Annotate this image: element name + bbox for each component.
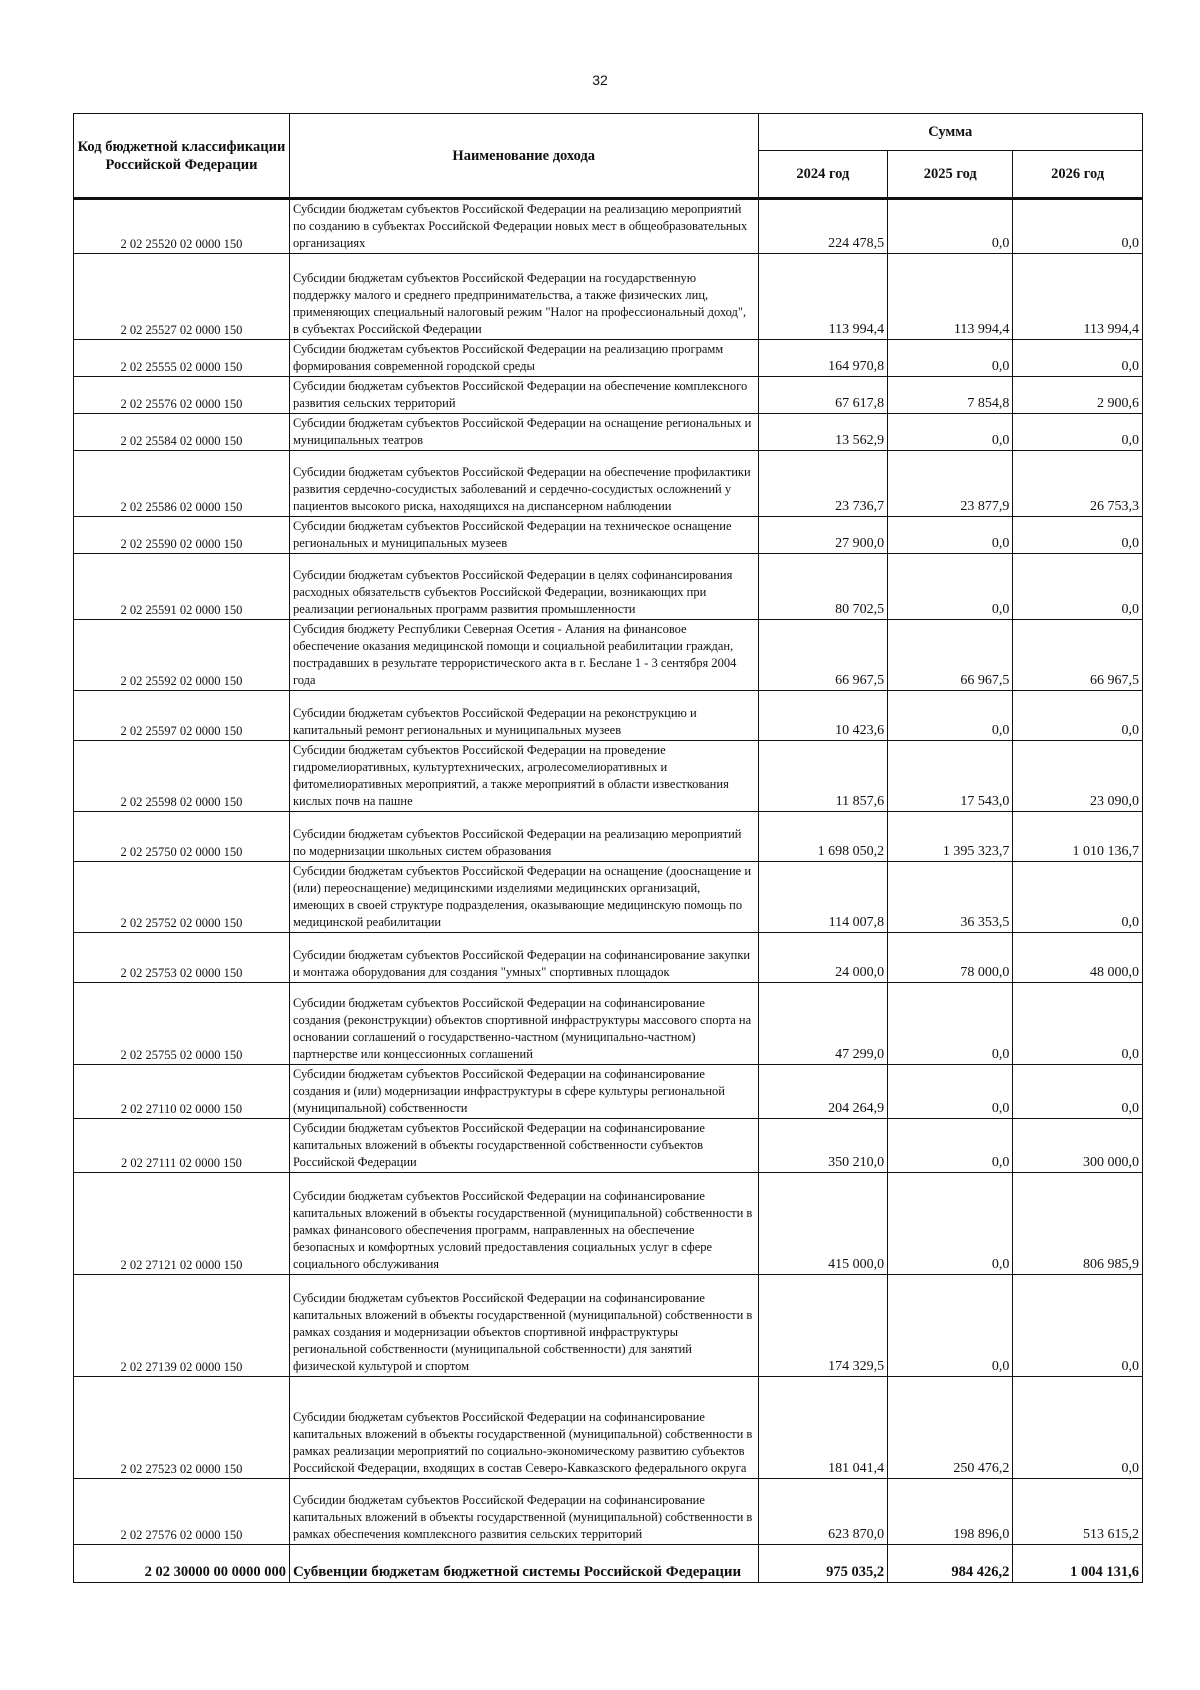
value-2024-cell: 174 329,5	[758, 1275, 888, 1377]
table-row	[74, 1479, 1143, 1545]
name-cell: Субсидии бюджетам субъектов Российской Федерации на обеспечение комплексного развития сельских территорий	[289, 377, 758, 414]
value-2025-cell: 0,0	[888, 983, 1013, 1065]
value-2026-cell: 0,0	[1013, 414, 1143, 451]
value-2026-cell: 2 900,6	[1013, 377, 1143, 414]
value-2025-cell: 7 854,8	[888, 377, 1013, 414]
code-cell: 2 02 25527 02 0000 150	[74, 254, 290, 340]
value-2025-cell: 0,0	[888, 1065, 1013, 1119]
table-row	[74, 620, 1143, 691]
value-2025-cell: 17 543,0	[888, 741, 1013, 812]
table-body	[74, 199, 1143, 1583]
code-cell: 2 02 27111 02 0000 150	[74, 1119, 290, 1173]
table-row	[74, 983, 1143, 1065]
value-2026-cell: 513 615,2	[1013, 1479, 1143, 1545]
name-cell: Субсидии бюджетам субъектов Российской Федерации на софинансирование капитальных вложений в объекты государственной (муниципальной) собственности в рамках реализации мероприятий по социально-экономическому развитию субъектов Российской Федерации, входящих в состав Северо-Кавказского федерального округа	[289, 1377, 758, 1479]
code-cell: 2 02 27576 02 0000 150	[74, 1479, 290, 1545]
table-row	[74, 451, 1143, 517]
code-cell: 2 02 25750 02 0000 150	[74, 812, 290, 862]
name-cell: Субвенции бюджетам бюджетной системы Российской Федерации	[289, 1545, 758, 1583]
name-cell: Субсидии бюджетам субъектов Российской Федерации на техническое оснащение региональных и муниципальных музеев	[289, 517, 758, 554]
revenue-table	[73, 113, 1143, 1583]
value-2025-cell: 78 000,0	[888, 933, 1013, 983]
table-row	[74, 377, 1143, 414]
value-2025-cell: 250 476,2	[888, 1377, 1013, 1479]
total-row	[74, 1545, 1143, 1583]
value-2024-cell: 224 478,5	[758, 199, 888, 254]
value-2026-cell: 0,0	[1013, 554, 1143, 620]
code-cell: 2 02 25555 02 0000 150	[74, 340, 290, 377]
header-year-2026: 2026 год	[1013, 151, 1143, 199]
table-row	[74, 1377, 1143, 1479]
value-2026-cell: 0,0	[1013, 691, 1143, 741]
table-row	[74, 1275, 1143, 1377]
value-2026-cell: 23 090,0	[1013, 741, 1143, 812]
name-cell: Субсидии бюджетам субъектов Российской Федерации на софинансирование капитальных вложений в объекты государственной собственности субъектов Российской Федерации	[289, 1119, 758, 1173]
value-2025-cell: 0,0	[888, 691, 1013, 741]
code-cell: 2 02 25576 02 0000 150	[74, 377, 290, 414]
table-row	[74, 517, 1143, 554]
table-row	[74, 862, 1143, 933]
name-cell: Субсидии бюджетам субъектов Российской Федерации на софинансирование капитальных вложений в объекты государственной (муниципальной) собственности в рамках создания и модернизации объектов спортивной инфраструктуры региональной собственности (муниципальной собственности) для занятий физической культурой и спортом	[289, 1275, 758, 1377]
value-2026-cell: 1 004 131,6	[1013, 1545, 1143, 1583]
header-year-2024: 2024 год	[758, 151, 888, 199]
value-2026-cell: 0,0	[1013, 517, 1143, 554]
value-2024-cell: 181 041,4	[758, 1377, 888, 1479]
value-2024-cell: 66 967,5	[758, 620, 888, 691]
table-row	[74, 1065, 1143, 1119]
name-cell: Субсидии бюджетам субъектов Российской Федерации на софинансирование капитальных вложений в объекты государственной (муниципальной) собственности в рамках финансового обеспечения программ, направленных на обеспечение безопасных и комфортных условий предоставления социальных услуг в сфере социального обслуживания	[289, 1173, 758, 1275]
table-row	[74, 554, 1143, 620]
table-row	[74, 1173, 1143, 1275]
value-2024-cell: 67 617,8	[758, 377, 888, 414]
value-2024-cell: 623 870,0	[758, 1479, 888, 1545]
table-row	[74, 1119, 1143, 1173]
name-cell: Субсидии бюджетам субъектов Российской Федерации на государственную поддержку малого и среднего предпринимательства, а также физических лиц, применяющих специальный налоговый режим "Налог на профессиональный доход", в субъектах Российской Федерации	[289, 254, 758, 340]
value-2026-cell: 806 985,9	[1013, 1173, 1143, 1275]
code-cell: 2 02 27139 02 0000 150	[74, 1275, 290, 1377]
value-2025-cell: 0,0	[888, 1173, 1013, 1275]
table-row	[74, 933, 1143, 983]
name-cell: Субсидии бюджетам субъектов Российской Федерации на реконструкцию и капитальный ремонт региональных и муниципальных музеев	[289, 691, 758, 741]
code-cell: 2 02 27110 02 0000 150	[74, 1065, 290, 1119]
name-cell: Субсидии бюджетам субъектов Российской Федерации на оснащение региональных и муниципальных театров	[289, 414, 758, 451]
value-2026-cell: 0,0	[1013, 983, 1143, 1065]
value-2026-cell: 0,0	[1013, 340, 1143, 377]
value-2025-cell: 0,0	[888, 414, 1013, 451]
name-cell: Субсидия бюджету Республики Северная Осетия - Алания на финансовое обеспечение оказания медицинской помощи и социальной реабилитации граждан, пострадавших в результате террористического акта в г. Беслане 1 - 3 сентября 2004 года	[289, 620, 758, 691]
name-cell: Субсидии бюджетам субъектов Российской Федерации на софинансирование создания (реконструкции) объектов спортивной инфраструктуры массового спорта на основании соглашений о государственно-частном (муниципально-частном) партнерстве или концессионных соглашений	[289, 983, 758, 1065]
value-2025-cell: 0,0	[888, 1119, 1013, 1173]
value-2026-cell: 48 000,0	[1013, 933, 1143, 983]
table-row	[74, 741, 1143, 812]
code-cell: 2 02 25755 02 0000 150	[74, 983, 290, 1065]
code-cell: 2 02 25597 02 0000 150	[74, 691, 290, 741]
code-cell: 2 02 25752 02 0000 150	[74, 862, 290, 933]
code-cell: 2 02 25586 02 0000 150	[74, 451, 290, 517]
value-2026-cell: 113 994,4	[1013, 254, 1143, 340]
table-row	[74, 414, 1143, 451]
value-2026-cell: 0,0	[1013, 1275, 1143, 1377]
name-cell: Субсидии бюджетам субъектов Российской Федерации на софинансирование закупки и монтажа оборудования для создания "умных" спортивных площадок	[289, 933, 758, 983]
name-cell: Субсидии бюджетам субъектов Российской Федерации в целях софинансирования расходных обязательств субъектов Российской Федерации, возникающих при реализации региональных программ развития промышленности	[289, 554, 758, 620]
value-2024-cell: 114 007,8	[758, 862, 888, 933]
name-cell: Субсидии бюджетам субъектов Российской Федерации на реализацию мероприятий по модернизации школьных систем образования	[289, 812, 758, 862]
code-cell: 2 02 25584 02 0000 150	[74, 414, 290, 451]
name-cell: Субсидии бюджетам субъектов Российской Федерации на софинансирование капитальных вложений в объекты государственной (муниципальной) собственности в рамках обеспечения комплексного развития сельских территорий	[289, 1479, 758, 1545]
value-2025-cell: 1 395 323,7	[888, 812, 1013, 862]
header-code: Код бюджетной классификации Российской Федерации	[74, 114, 290, 199]
value-2026-cell: 0,0	[1013, 862, 1143, 933]
value-2024-cell: 11 857,6	[758, 741, 888, 812]
code-cell: 2 02 25590 02 0000 150	[74, 517, 290, 554]
table-row	[74, 254, 1143, 340]
value-2025-cell: 0,0	[888, 554, 1013, 620]
value-2025-cell: 0,0	[888, 199, 1013, 254]
value-2025-cell: 198 896,0	[888, 1479, 1013, 1545]
value-2024-cell: 24 000,0	[758, 933, 888, 983]
header-year-2025: 2025 год	[888, 151, 1013, 199]
value-2025-cell: 0,0	[888, 1275, 1013, 1377]
code-cell: 2 02 25591 02 0000 150	[74, 554, 290, 620]
value-2024-cell: 975 035,2	[758, 1545, 888, 1583]
value-2025-cell: 66 967,5	[888, 620, 1013, 691]
header-name: Наименование дохода	[289, 114, 758, 199]
name-cell: Субсидии бюджетам субъектов Российской Федерации на софинансирование создания и (или) модернизации инфраструктуры в сфере культуры региональной (муниципальной) собственности	[289, 1065, 758, 1119]
value-2024-cell: 350 210,0	[758, 1119, 888, 1173]
code-cell: 2 02 25520 02 0000 150	[74, 199, 290, 254]
value-2025-cell: 0,0	[888, 340, 1013, 377]
value-2026-cell: 1 010 136,7	[1013, 812, 1143, 862]
value-2024-cell: 113 994,4	[758, 254, 888, 340]
value-2026-cell: 0,0	[1013, 1065, 1143, 1119]
value-2026-cell: 300 000,0	[1013, 1119, 1143, 1173]
code-cell: 2 02 27523 02 0000 150	[74, 1377, 290, 1479]
name-cell: Субсидии бюджетам субъектов Российской Федерации на оснащение (дооснащение и (или) переоснащение) медицинскими изделиями медицинских организаций, имеющих в своей структуре подразделения, оказывающие медицинскую помощь по медицинской реабилитации	[289, 862, 758, 933]
value-2024-cell: 164 970,8	[758, 340, 888, 377]
table-row	[74, 340, 1143, 377]
value-2026-cell: 0,0	[1013, 199, 1143, 254]
value-2025-cell: 36 353,5	[888, 862, 1013, 933]
code-cell: 2 02 25598 02 0000 150	[74, 741, 290, 812]
name-cell: Субсидии бюджетам субъектов Российской Федерации на обеспечение профилактики развития сердечно-сосудистых заболеваний и сердечно-сосудистых осложнений у пациентов высокого риска, находящихся на диспансерном наблюдении	[289, 451, 758, 517]
value-2025-cell: 0,0	[888, 517, 1013, 554]
table-row	[74, 812, 1143, 862]
value-2026-cell: 26 753,3	[1013, 451, 1143, 517]
value-2024-cell: 23 736,7	[758, 451, 888, 517]
table-header	[74, 114, 1143, 199]
value-2024-cell: 13 562,9	[758, 414, 888, 451]
value-2024-cell: 1 698 050,2	[758, 812, 888, 862]
code-cell: 2 02 30000 00 0000 000	[74, 1545, 290, 1583]
name-cell: Субсидии бюджетам субъектов Российской Федерации на проведение гидромелиоративных, культуртехнических, агролесомелиоративных и фитомелиоративных мероприятий, а также мероприятий в области известкования кислых почв на пашне	[289, 741, 758, 812]
value-2024-cell: 10 423,6	[758, 691, 888, 741]
value-2025-cell: 113 994,4	[888, 254, 1013, 340]
value-2024-cell: 47 299,0	[758, 983, 888, 1065]
value-2026-cell: 0,0	[1013, 1377, 1143, 1479]
code-cell: 2 02 27121 02 0000 150	[74, 1173, 290, 1275]
table-row	[74, 199, 1143, 254]
code-cell: 2 02 25753 02 0000 150	[74, 933, 290, 983]
header-sum: Сумма	[758, 114, 1142, 151]
value-2026-cell: 66 967,5	[1013, 620, 1143, 691]
value-2024-cell: 415 000,0	[758, 1173, 888, 1275]
value-2024-cell: 204 264,9	[758, 1065, 888, 1119]
value-2025-cell: 23 877,9	[888, 451, 1013, 517]
value-2024-cell: 80 702,5	[758, 554, 888, 620]
name-cell: Субсидии бюджетам субъектов Российской Федерации на реализацию мероприятий по созданию в субъектах Российской Федерации новых мест в общеобразовательных организациях	[289, 199, 758, 254]
value-2025-cell: 984 426,2	[888, 1545, 1013, 1583]
code-cell: 2 02 25592 02 0000 150	[74, 620, 290, 691]
name-cell: Субсидии бюджетам субъектов Российской Федерации на реализацию программ формирования современной городской среды	[289, 340, 758, 377]
value-2024-cell: 27 900,0	[758, 517, 888, 554]
table-row	[74, 691, 1143, 741]
page-number: 32	[592, 72, 608, 88]
